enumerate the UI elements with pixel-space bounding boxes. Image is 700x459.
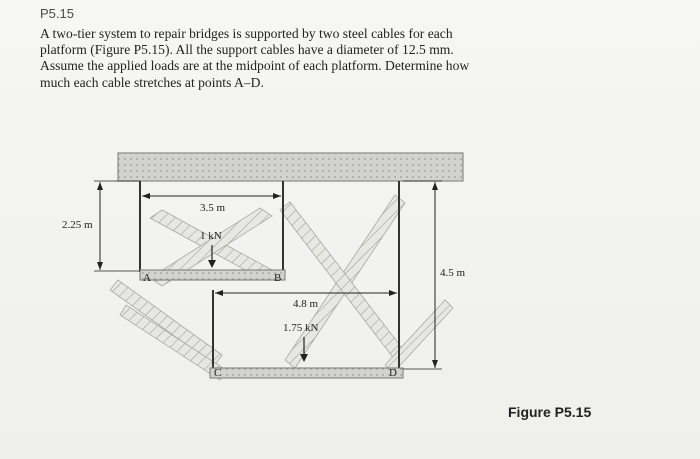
dimension-upper-width	[142, 193, 281, 199]
problem-line-3: Assume the applied loads are at the midpoint of each platform. Determine how	[40, 58, 470, 74]
bridge-deck	[118, 153, 463, 181]
dimension-lower-width	[215, 290, 397, 296]
lower-platform	[210, 368, 403, 378]
problem-line-1: A two-tier system to repair bridges is supported by two steel cables for each	[40, 26, 453, 41]
figure-caption: Figure P5.15	[508, 404, 592, 420]
label-upper-height: 2.25 m	[62, 219, 93, 231]
label-lower-load: 1.75 kN	[283, 322, 319, 334]
problem-statement	[40, 26, 520, 91]
label-point-b: B	[274, 272, 282, 284]
problem-line-2: platform (Figure P5.15). All the support cables have a diameter of 12.5 mm.	[40, 42, 454, 58]
upper-platform	[140, 270, 285, 280]
label-point-c: C	[214, 367, 222, 379]
bridge-repair-figure	[50, 150, 470, 400]
label-upper-width: 3.5 m	[200, 202, 226, 214]
label-point-d: D	[389, 367, 397, 379]
truss-members	[110, 195, 453, 380]
label-point-a: A	[143, 272, 151, 284]
label-upper-load: 1 kN	[200, 230, 222, 242]
label-total-height: 4.5 m	[440, 267, 466, 279]
dimension-upper-height	[94, 181, 140, 271]
problem-line-4: much each cable stretches at points A–D.	[40, 74, 264, 90]
label-lower-width: 4.8 m	[293, 298, 319, 310]
problem-number: P5.15	[40, 6, 74, 21]
